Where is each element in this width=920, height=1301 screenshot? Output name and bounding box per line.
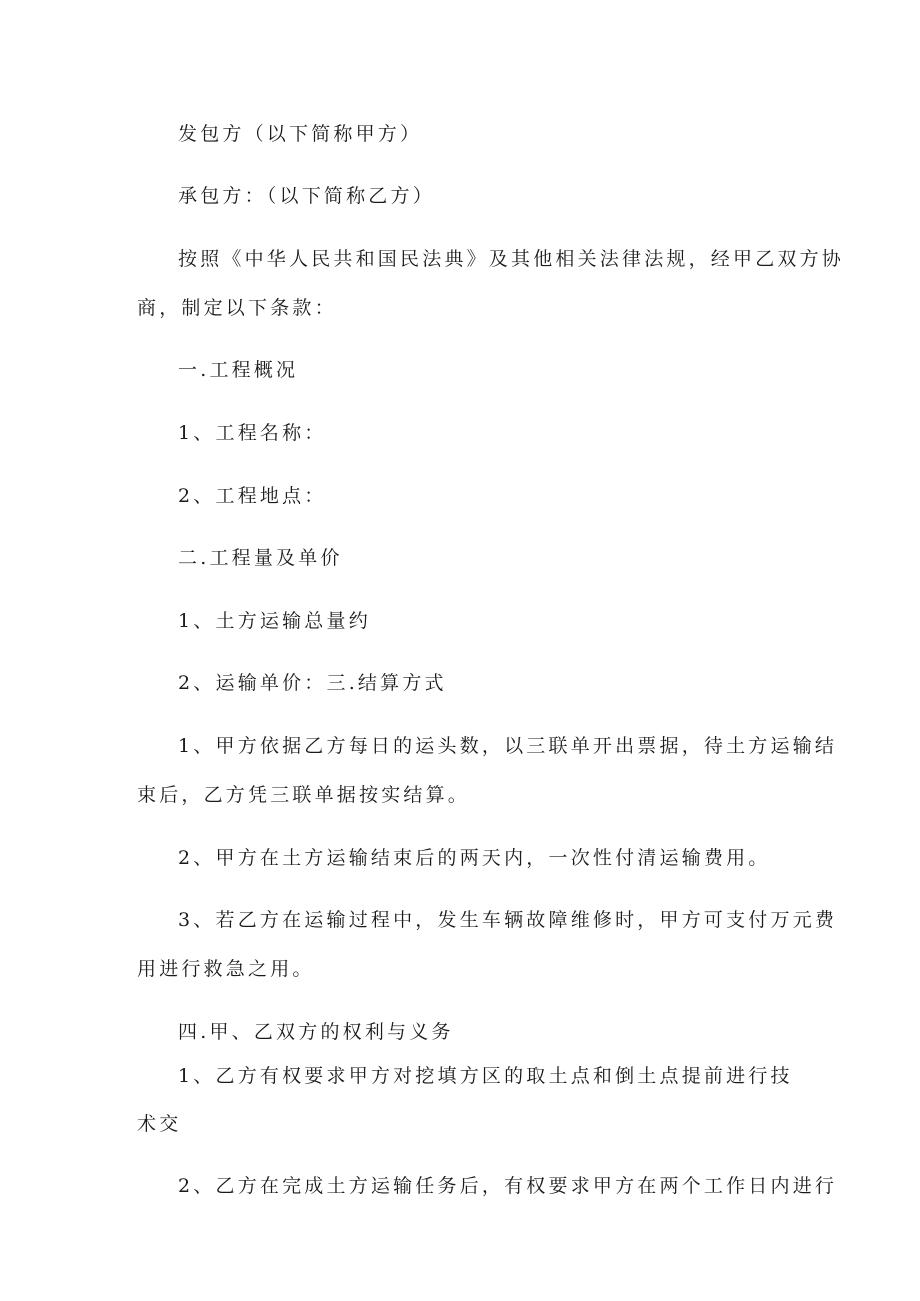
party-a-line: 发包方（以下简称甲方） <box>178 123 423 145</box>
settlement-clause-2: 2、甲方在土方运输结束后的两天内，一次性付清运输费用。 <box>178 847 771 869</box>
section-1-heading: 一.工程概况 <box>178 359 299 381</box>
settlement-clause-3-line-2: 用进行救急之用。 <box>137 958 315 980</box>
settlement-clause-1-line-2: 束后，乙方凭三联单据按实结算。 <box>137 784 471 806</box>
settlement-clause-1-line-1: 1、甲方依据乙方每日的运头数，以三联单开出票据，待土方运输结 <box>178 735 838 757</box>
party-b-line: 承包方：（以下简称乙方） <box>178 185 435 207</box>
total-volume-line: 1、土方运输总量约 <box>178 610 371 632</box>
rights-clause-2-line-1: 2、乙方在完成土方运输任务后，有权要求甲方在两个工作日内进行 <box>178 1175 838 1197</box>
preamble-line-2: 商，制定以下条款： <box>137 297 337 319</box>
unit-price-line: 2、运输单价：三.结算方式 <box>178 672 447 694</box>
preamble-line-1: 按照《中华人民共和国民法典》及其他相关法律法规，经甲乙双方协 <box>178 248 845 270</box>
project-name-line: 1、工程名称： <box>178 422 327 444</box>
section-2-heading: 二.工程量及单价 <box>178 547 343 569</box>
settlement-clause-3-line-1: 3、若乙方在运输过程中，发生车辆故障维修时，甲方可支付万元费 <box>178 909 838 931</box>
rights-clause-1-line-2: 术交 <box>137 1113 182 1135</box>
rights-clause-1-line-1: 1、乙方有权要求甲方对挖填方区的取土点和倒土点提前进行技 <box>178 1065 793 1087</box>
section-4-heading: 四.甲、乙双方的权利与义务 <box>178 1021 454 1043</box>
project-location-line: 2、工程地点： <box>178 485 327 507</box>
